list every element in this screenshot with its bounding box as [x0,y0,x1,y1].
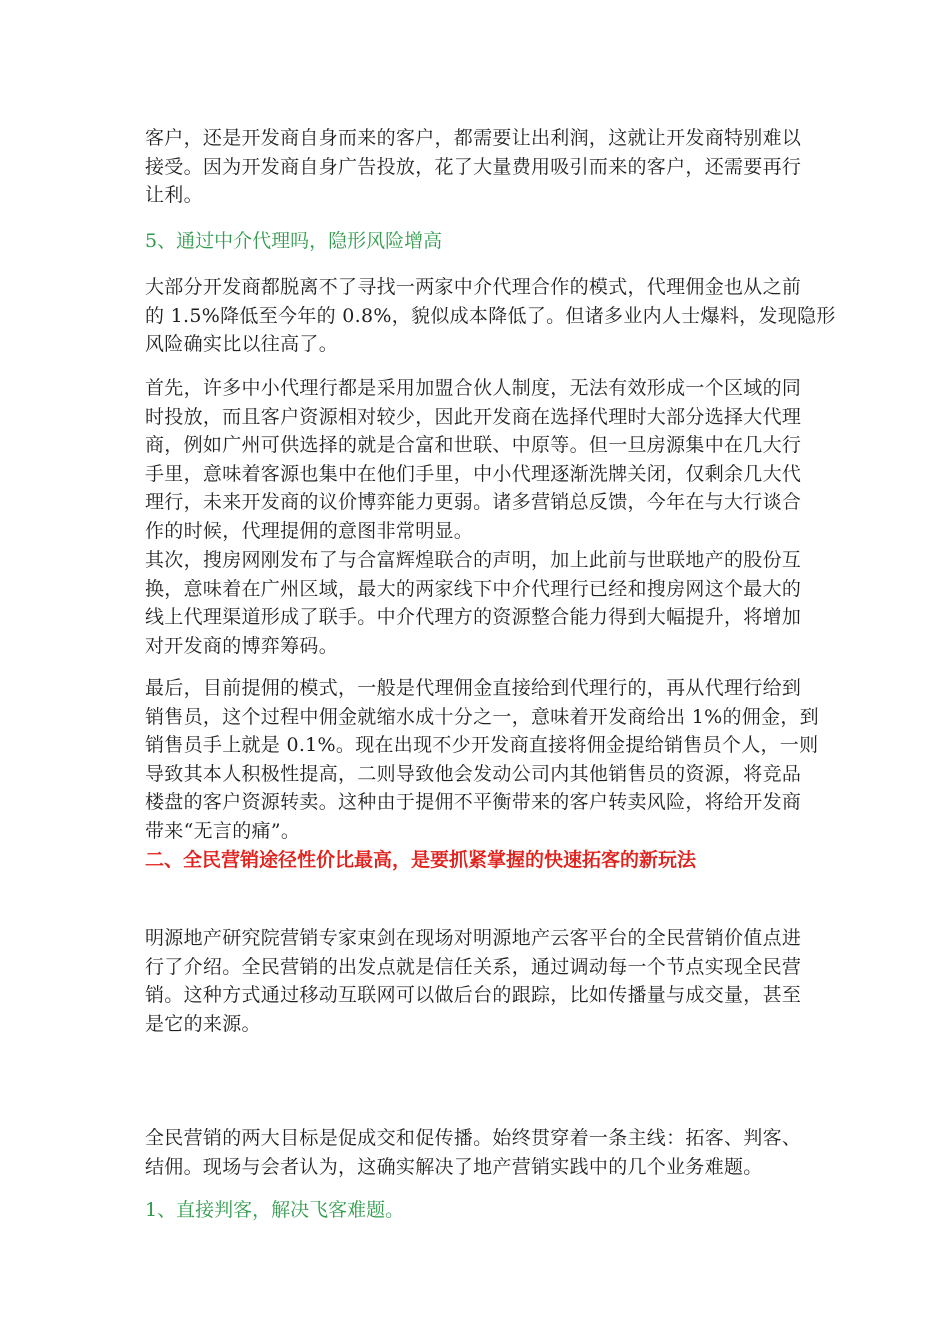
text-line: 大部分开发商都脱离不了寻找一两家中介代理合作的模式，代理佣金也从之前 [145,276,802,298]
paragraph-goals [145,1124,810,1181]
paragraph-first-point [145,374,810,545]
text-line: 时投放，而且客户资源相对较少，因此开发商在选择代理时大部分选择大代理 [145,405,802,428]
section-heading-national-marketing: 二、全民营销途径性价比最高，是要抓紧掌握的快速拓客的新玩法 [145,849,697,871]
subheading-direct-judging: 1、直接判客，解决飞客难题。 [145,1199,405,1221]
text-line: 首先，许多中小代理行都是采用加盟合伙人制度，无法有效形成一个区域的同 [145,377,802,399]
paragraph-intro [145,124,810,210]
text-line: 手里，意味着客源也集中在他们手里，中小代理逐渐洗牌关闭，仅剩余几大代 [145,462,802,485]
paragraph-second-point [145,546,810,660]
text-line: 最后，目前提佣的模式，一般是代理佣金直接给到代理行的，再从代理行给到 [145,677,802,699]
text-line: 风险确实比以往高了。 [145,333,339,355]
text-line: 的 1.5%降低至今年的 0.8%，貌似成本降低了。但诸多业内人士爆料，发现隐形 [145,304,836,327]
text-line: 理行，未来开发商的议价博弈能力更弱。诸多营销总反馈，今年在与大行谈合 [145,491,802,513]
text-line: 销售员手上就是 0.1%。现在出现不少开发商直接将佣金提给销售员个人，一则 [145,734,819,756]
text-line: 明源地产研究院营销专家束剑在现场对明源地产云客平台的全民营销价值点进 [145,927,802,949]
text-line: 客户，还是开发商自身而来的客户，都需要让出利润，这就让开发商特别难以 [145,127,802,149]
text-line: 行了介绍。全民营销的出发点就是信任关系，通过调动每一个节点实现全民营 [145,955,802,978]
text-line: 带来“无言的痛”。 [145,819,301,842]
paragraph-agency-overview [145,273,836,359]
text-line: 让利。 [145,184,203,206]
text-line: 销售员，这个过程中佣金就缩水成十分之一，意味着开发商给出 1%的佣金，到 [145,705,819,728]
text-line: 楼盘的客户资源转卖。这种由于提佣不平衡带来的客户转卖风险，将给开发商 [145,791,802,813]
text-line: 其次，搜房网刚发布了与合富辉煌联合的声明，加上此前与世联地产的股份互 [145,549,802,571]
paragraph-third-point [145,674,819,845]
text-line: 全民营销的两大目标是促成交和促传播。始终贯穿着一条主线：拓客、判客、 [145,1127,802,1149]
text-line: 线上代理渠道形成了联手。中介代理方的资源整合能力得到大幅提升，将增加 [145,606,802,628]
text-line: 换，意味着在广州区域，最大的两家线下中介代理行已经和搜房网这个最大的 [145,577,802,600]
subheading-agency-risk: 5、通过中介代理吗，隐形风险增高 [145,230,443,252]
text-line: 对开发商的博弈筹码。 [145,634,339,657]
text-line: 作的时候，代理提佣的意图非常明显。 [145,519,474,542]
text-line: 导致其本人积极性提高，二则导致他会发动公司内其他销售员的资源，将竞品 [145,762,802,785]
text-line: 结佣。现场与会者认为，这确实解决了地产营销实践中的几个业务难题。 [145,1155,763,1178]
paragraph-expert-intro [145,924,810,1038]
text-line: 接受。因为开发商自身广告投放，花了大量费用吸引而来的客户，还需要再行 [145,155,802,178]
text-line: 销。这种方式通过移动互联网可以做后台的跟踪，比如传播量与成交量，甚至 [145,984,802,1006]
text-line: 是它的来源。 [145,1012,261,1035]
text-line: 商，例如广州可供选择的就是合富和世联、中原等。但一旦房源集中在几大行 [145,434,802,456]
